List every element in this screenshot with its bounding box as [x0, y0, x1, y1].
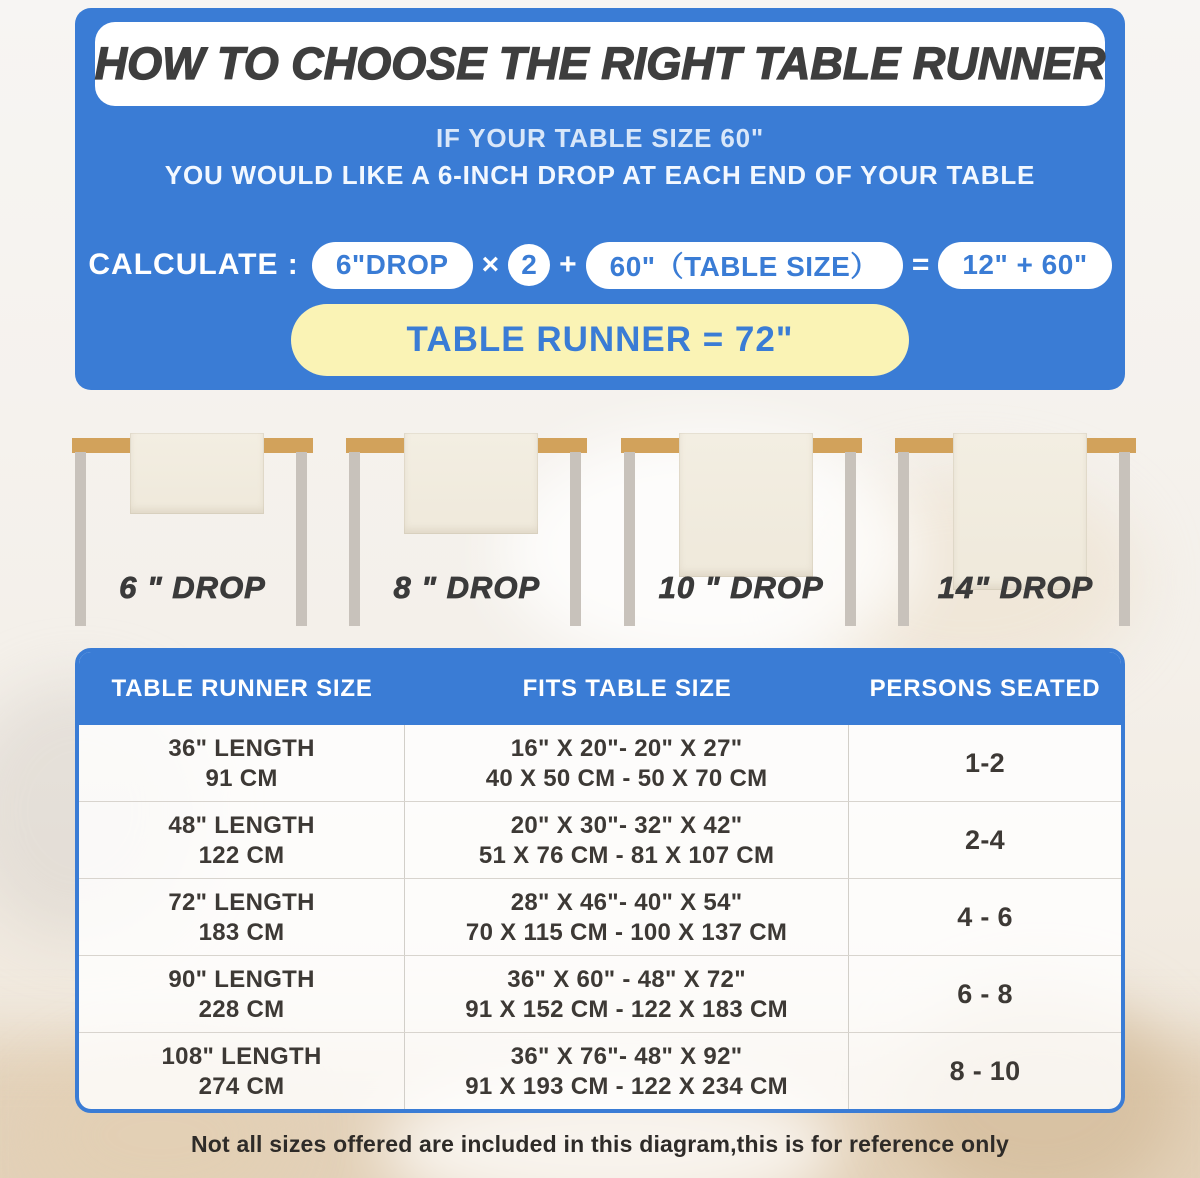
table-runner-graphic	[953, 433, 1087, 590]
size-inches: 36" LENGTH	[168, 734, 315, 762]
table-row	[79, 955, 1121, 1032]
table-row	[79, 801, 1121, 878]
fits-inches: 36" X 76"- 48" X 92"	[510, 1042, 743, 1070]
subtitle-line-1: IF YOUR TABLE SIZE 60"	[435, 123, 764, 153]
title-banner	[95, 22, 1105, 106]
header-panel	[75, 8, 1125, 390]
fits-table-cell	[405, 802, 849, 878]
reference-note: Not all sizes offered are included in this diagram,this is for reference only	[190, 1131, 1010, 1157]
size-cm: 228 CM	[198, 995, 285, 1023]
fits-table-cell	[405, 956, 849, 1032]
result-banner: TABLE RUNNER = 72"	[291, 304, 909, 376]
persons-cell	[849, 725, 1121, 801]
fits-cm: 91 X 193 CM - 122 X 234 CM	[465, 1072, 788, 1100]
persons-count: 4 - 6	[957, 901, 1013, 932]
fits-inches: 28" X 46"- 40" X 54"	[510, 888, 743, 916]
runner-size-cell	[79, 956, 405, 1032]
persons-count: 2-4	[965, 824, 1005, 855]
fits-table-cell	[405, 1033, 849, 1109]
fits-cm: 40 X 50 CM - 50 X 70 CM	[485, 764, 768, 792]
table-row	[79, 878, 1121, 955]
size-cm: 183 CM	[198, 918, 285, 946]
drop-label: 6 " DROP	[119, 570, 266, 605]
table-illustration-14in	[895, 428, 1136, 633]
table-runner-graphic	[404, 433, 538, 534]
fits-cm: 91 X 152 CM - 122 X 183 CM	[465, 995, 788, 1023]
drop-label: 14" DROP	[937, 570, 1094, 605]
subtitle-line-2: YOU WOULD LIKE A 6-INCH DROP AT EACH END OF YOUR TABLE	[164, 160, 1036, 190]
size-inches: 72" LENGTH	[168, 888, 315, 916]
drop-label: 8 " DROP	[393, 570, 541, 605]
size-inches: 108" LENGTH	[161, 1042, 322, 1070]
size-inches: 48" LENGTH	[168, 811, 315, 839]
fits-inches: 20" X 30"- 32" X 42"	[510, 811, 743, 839]
table-illustration-10in	[621, 428, 862, 633]
table-row	[79, 1032, 1121, 1109]
column-header-fits-table: FITS TABLE SIZE	[522, 674, 732, 702]
drop-label: 10 " DROP	[658, 570, 824, 605]
fits-table-cell	[405, 879, 849, 955]
drop-value-pill: 6"DROP	[312, 242, 473, 289]
persons-cell	[849, 879, 1121, 955]
runner-size-cell	[79, 1033, 405, 1109]
size-chart	[75, 648, 1125, 1113]
fits-cm: 70 X 115 CM - 100 X 137 CM	[465, 918, 788, 946]
table-runner-graphic	[130, 433, 264, 514]
table-illustration-8in	[346, 428, 587, 633]
table-illustration-6in	[72, 428, 313, 633]
size-cm: 91 CM	[205, 764, 278, 792]
table-size-pill: 60"（TABLE SIZE）	[586, 242, 903, 289]
multiplier-circle: 2	[508, 244, 550, 286]
table-runner-graphic	[679, 433, 813, 577]
size-chart-header	[79, 652, 1121, 725]
persons-count: 8 - 10	[949, 1055, 1021, 1086]
sum-pill: 12" + 60"	[938, 242, 1111, 289]
calculation-row	[75, 241, 1125, 289]
column-header-persons: PERSONS SEATED	[869, 674, 1101, 702]
size-chart-body	[79, 725, 1121, 1109]
size-cm: 274 CM	[198, 1072, 285, 1100]
multiply-operator: ×	[481, 248, 500, 281]
column-header-runner-size: TABLE RUNNER SIZE	[111, 674, 373, 702]
persons-cell	[849, 802, 1121, 878]
persons-cell	[849, 1033, 1121, 1109]
persons-cell	[849, 956, 1121, 1032]
equals-operator: =	[911, 248, 930, 281]
fits-table-cell	[405, 725, 849, 801]
runner-size-cell	[79, 725, 405, 801]
runner-size-cell	[79, 879, 405, 955]
drop-examples	[0, 428, 1200, 633]
page-title: HOW TO CHOOSE THE RIGHT TABLE RUNNER	[94, 38, 1106, 89]
persons-count: 6 - 8	[957, 978, 1013, 1009]
table-row	[79, 725, 1121, 801]
fits-inches: 16" X 20"- 20" X 27"	[510, 734, 743, 762]
plus-operator: +	[559, 248, 577, 281]
fits-inches: 36" X 60" - 48" X 72"	[507, 965, 746, 993]
size-cm: 122 CM	[198, 841, 285, 869]
runner-size-cell	[79, 802, 405, 878]
fits-cm: 51 X 76 CM - 81 X 107 CM	[478, 841, 775, 869]
persons-count: 1-2	[965, 747, 1005, 778]
size-inches: 90" LENGTH	[168, 965, 315, 993]
calculate-label: CALCULATE :	[88, 248, 299, 281]
